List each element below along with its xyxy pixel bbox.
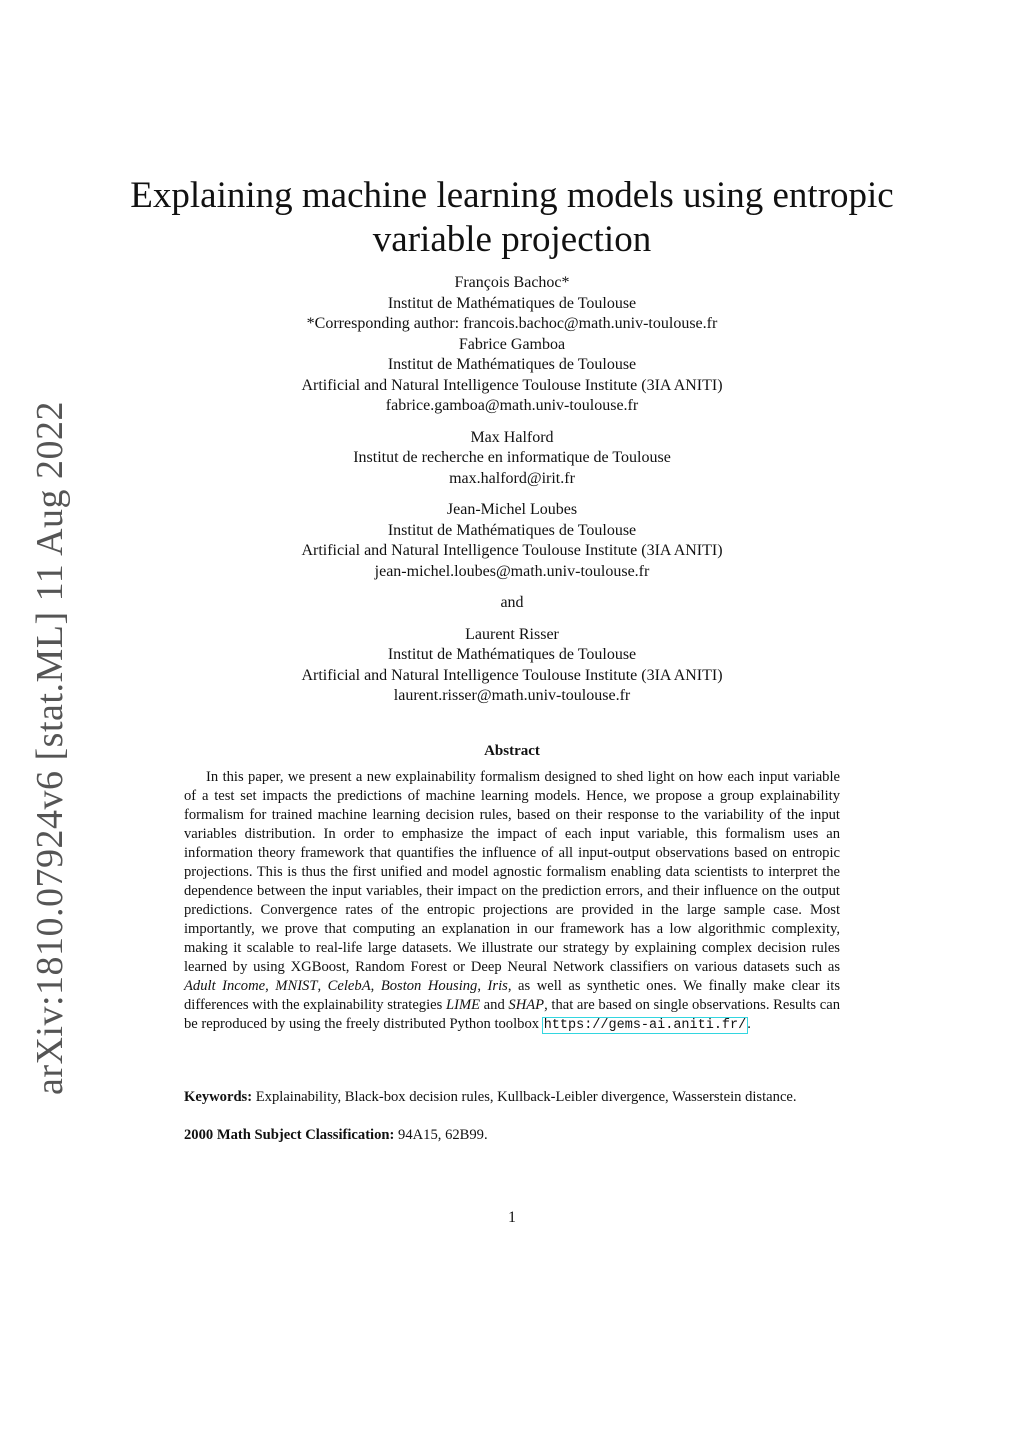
keywords-label: Keywords: xyxy=(184,1089,253,1105)
title-line-1: Explaining machine learning models using entropic xyxy=(130,175,894,216)
author-block xyxy=(150,273,874,707)
method-name: SHAP xyxy=(508,997,545,1013)
keywords xyxy=(184,1088,840,1107)
author-name: Max Halford xyxy=(470,428,554,446)
keywords-text: Explainability, Black-box decision rules, Kullback-Leibler divergence, Wasserstein distance. xyxy=(252,1089,797,1105)
dataset-name: MNIST xyxy=(275,978,318,994)
author-affiliation: Institut de recherche en informatique de Toulouse xyxy=(353,449,671,466)
math-subject-classification xyxy=(184,1126,840,1145)
author-name: François Bachoc* xyxy=(454,274,570,291)
author-affiliation: Institut de Mathématiques de Toulouse xyxy=(387,521,637,539)
author-name: Jean-Michel Loubes xyxy=(446,501,578,518)
dataset-name: Boston Housing xyxy=(380,978,478,994)
author-affiliation: Institut de Mathématiques de Toulouse xyxy=(387,356,637,373)
author-contact: *Corresponding author: francois.bachoc@math.univ-toulouse.fr xyxy=(306,315,718,332)
author-name: Laurent Risser xyxy=(465,625,559,643)
abstract-body: In this paper, we present a new explainability formalism designed to shed light on how each input variable of a test set impacts the predictions of machine learning models. Hence, we propose a group explainability formalism for trained machine learning decision rules, based on their response to the variability of the input variables distribution. In order to emphasize the impact of each input variable, this formalism uses an information theory framework that quantifies the influence of all input-output observations based on entropic projections. This is thus the first unified and model agnostic formalism enabling data scientists to interpret the dependence between the input variables, their impact on the prediction errors, and their influence on the output predictions. Convergence rates of the entropic projections are provided in the large sample case. Most importantly, we prove that computing an explanation in our framework has a low algorithmic complexity, making it scalable to real-life large datasets. We illustrate our strategy by explaining complex decision rules learned by using XGBoost, Random Forest or Deep Neural Network classifiers on various datasets such as Adult Income, MNIST, CelebA, Boston Housing, Iris, as well as synthetic ones. We finally make clear its differences with the explainability strategies LIME and SHAP, that are based on single observations. Results can be reproduced by using the freely distributed Python toolbox https://gems-ai.aniti.fr/. xyxy=(184,769,841,1033)
abstract-heading: Abstract xyxy=(484,743,540,759)
msc-label: 2000 Math Subject Classification: xyxy=(184,1127,395,1143)
page-number: 1 xyxy=(508,1209,516,1226)
title-line-2: variable projection xyxy=(372,219,652,260)
dataset-name: Adult Income xyxy=(184,978,266,994)
arxiv-identifier-stamp: arXiv:1810.07924v6 [stat.ML] 11 Aug 2022 xyxy=(29,400,71,1096)
author-affiliation: Institut de Mathématiques de Toulouse xyxy=(387,294,637,312)
method-name: LIME xyxy=(445,997,481,1013)
author-email: fabrice.gamboa@math.univ-toulouse.fr xyxy=(385,397,639,414)
dataset-name: Iris xyxy=(487,978,508,994)
author-name: Fabrice Gamboa xyxy=(458,335,566,353)
author-affiliation: Artificial and Natural Intelligence Toulouse Institute (3IA ANITI) xyxy=(301,542,723,559)
author-email: jean-michel.loubes@math.univ-toulouse.fr xyxy=(374,562,650,580)
author-affiliation: Artificial and Natural Intelligence Toulouse Institute (3IA ANITI) xyxy=(301,666,723,684)
author-email: laurent.risser@math.univ-toulouse.fr xyxy=(393,687,631,704)
author-affiliation: Artificial and Natural Intelligence Toulouse Institute (3IA ANITI) xyxy=(301,376,723,394)
author-affiliation: Institut de Mathématiques de Toulouse xyxy=(387,646,637,663)
author-email: max.halford@irit.fr xyxy=(449,469,575,487)
paper-title xyxy=(120,174,904,262)
dataset-name: CelebA xyxy=(327,978,371,994)
toolbox-link[interactable]: https://gems-ai.aniti.fr/ xyxy=(543,1018,747,1033)
and-separator: and xyxy=(500,594,524,611)
msc-text: 94A15, 62B99. xyxy=(394,1127,488,1143)
